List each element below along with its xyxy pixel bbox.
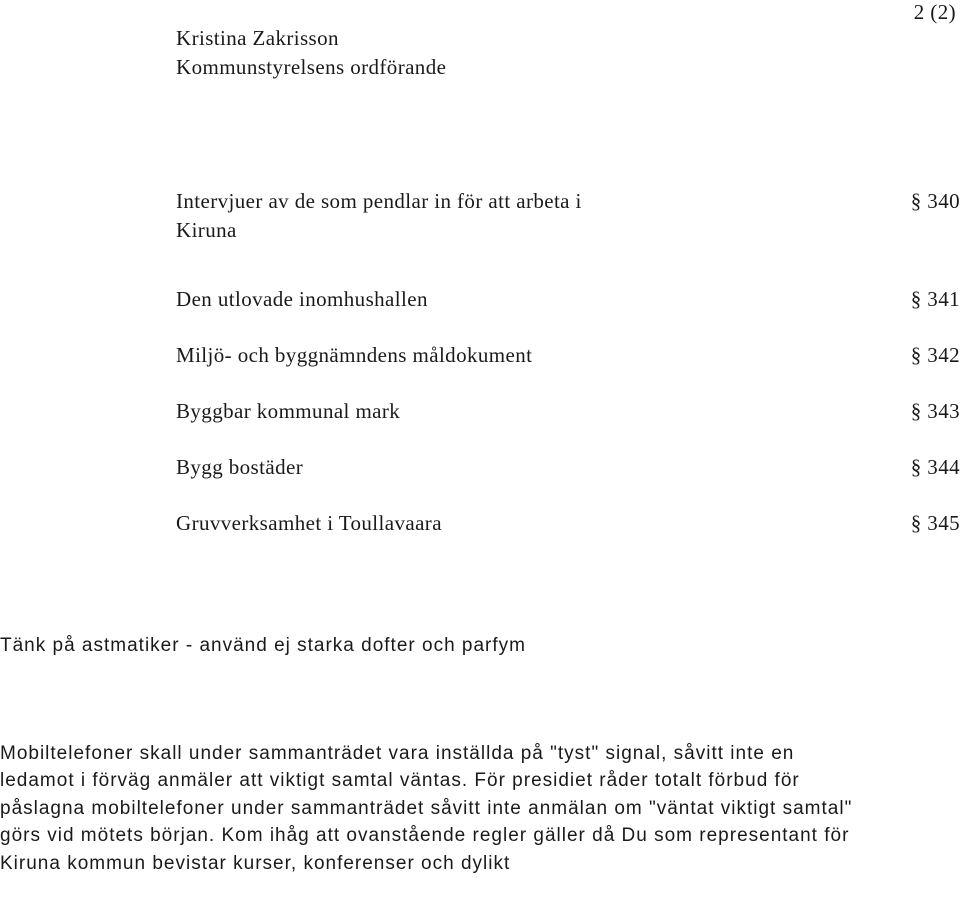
asthma-notice: Tänk på astmatiker - använd ej starka dofter och parfym <box>0 635 526 656</box>
agenda-item-title: Bygg bostäder <box>176 455 304 479</box>
page-number: 2 (2) <box>913 0 956 24</box>
agenda-item-ref: § 341 <box>910 287 960 311</box>
sender-block <box>176 24 446 82</box>
agenda-item <box>176 453 960 509</box>
agenda-item-ref: § 344 <box>910 455 960 479</box>
agenda-item-ref: § 340 <box>910 189 960 213</box>
agenda-item-ref: § 343 <box>910 399 960 423</box>
sender-title: Kommunstyrelsens ordförande <box>176 55 447 79</box>
agenda-item-title: Byggbar kommunal mark <box>176 399 401 423</box>
mobile-phone-notice: Mobiltelefoner skall under sammanträdet vara inställda på "tyst" signal, såvitt inte en ledamot i förväg anmäler att viktigt samtal väntas. För presidiet råder totalt förbud för påslagna mobiltelefoner under sammanträdet såvitt inte anmälan om "väntat viktigt samtal" görs vid mötets början. Kom ihåg att ovanstående regler gäller då Du som representant för Kiruna kommun bevistar kurser, konferenser och dylikt <box>0 743 853 874</box>
agenda-item-title: Miljö- och byggnämndens måldokument <box>176 343 533 367</box>
agenda-item <box>176 397 960 453</box>
agenda-item-title: Intervjuer av de som pendlar in för att arbeta i Kiruna <box>176 189 582 242</box>
agenda-item <box>176 285 960 341</box>
agenda-item-title: Den utlovade inomhushallen <box>176 287 428 311</box>
agenda-list <box>176 187 960 538</box>
agenda-item-ref: § 342 <box>910 343 960 367</box>
sender-name: Kristina Zakrisson <box>176 26 339 50</box>
agenda-item <box>176 509 960 538</box>
agenda-item <box>176 341 960 397</box>
agenda-item <box>176 187 960 242</box>
agenda-item-ref: § 345 <box>910 511 960 535</box>
agenda-item-title: Gruvverksamhet i Toullavaara <box>176 511 442 535</box>
